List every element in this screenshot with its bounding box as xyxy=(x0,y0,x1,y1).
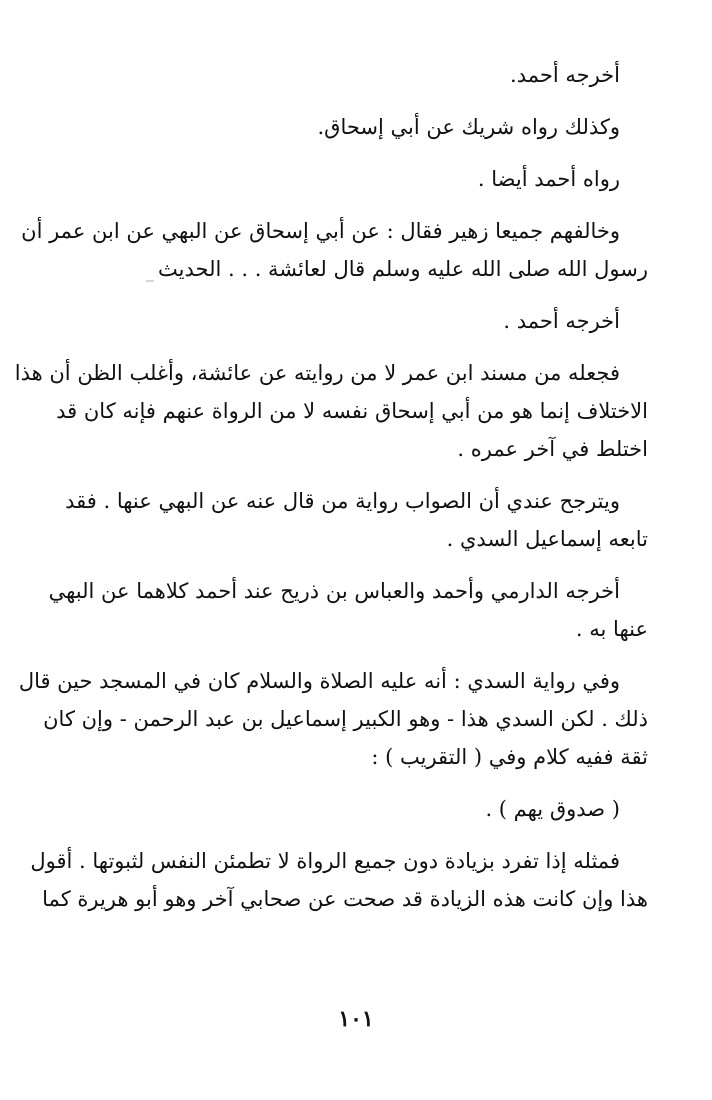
text-line: عنها به . xyxy=(575,617,648,641)
paragraph xyxy=(48,572,648,648)
text-line: وخالفهم جميعا زهير فقال : عن أبي إسحاق عن البهي عن ابن عمر أن xyxy=(21,219,620,243)
page-number: ١٠١ xyxy=(338,1006,374,1032)
text-line: أخرجه الدارمي وأحمد والعباس بن ذريح عند أحمد كلاهما عن البهي xyxy=(48,579,620,603)
text-line: اختلط في آخر عمره . xyxy=(457,437,648,461)
paragraph xyxy=(64,302,648,340)
text-line: رواه أحمد أيضا . xyxy=(477,167,620,191)
paragraph xyxy=(30,842,648,918)
text-line: ويترجح عندي أن الصواب رواية من قال عنه عن البهي عنها . فقد xyxy=(65,489,620,513)
text-line: فجعله من مسند ابن عمر لا من روايته عن عائشة، وأغلب الظن أن هذا xyxy=(14,361,620,385)
paragraph xyxy=(64,790,648,828)
text-line: ثقة ففيه كلام وفي ( التقريب ) : xyxy=(371,745,648,769)
paragraph xyxy=(21,212,648,288)
paragraph xyxy=(64,108,648,146)
paragraph xyxy=(64,56,648,94)
text-line: وفي رواية السدي : أنه عليه الصلاة والسلام كان في المسجد حين قال xyxy=(18,669,620,693)
text-line: أخرجه أحمد. xyxy=(510,63,620,87)
text-line: الاختلاف إنما هو من أبي إسحاق نفسه لا من الرواة عنهم فإنه كان قد xyxy=(56,399,648,423)
paragraph xyxy=(18,662,648,776)
text-line: تابعه إسماعيل السدي . xyxy=(446,527,648,551)
paragraph xyxy=(14,354,648,468)
body-text xyxy=(14,56,648,932)
text-line: أخرجه أحمد . xyxy=(503,309,620,333)
text-line: فمثله إذا تفرد بزيادة دون جميع الرواة لا تطمئن النفس لثبوتها . أقول xyxy=(30,849,620,873)
text-line: ذلك . لكن السدي هذا - وهو الكبير إسماعيل بن عبد الرحمن - وإن كان xyxy=(43,707,648,731)
text-line: هذا وإن كانت هذه الزيادة قد صحت عن صحابي آخر وهو أبو هريرة كما xyxy=(42,887,648,911)
text-line: وكذلك رواه شريك عن أبي إسحاق. xyxy=(317,115,620,139)
paragraph xyxy=(64,160,648,198)
text-line: ( صدوق يهم ) . xyxy=(485,797,620,821)
text-line: رسول الله صلى الله عليه وسلم قال لعائشة . . . الحديث xyxy=(158,257,648,281)
paragraph xyxy=(64,482,648,558)
